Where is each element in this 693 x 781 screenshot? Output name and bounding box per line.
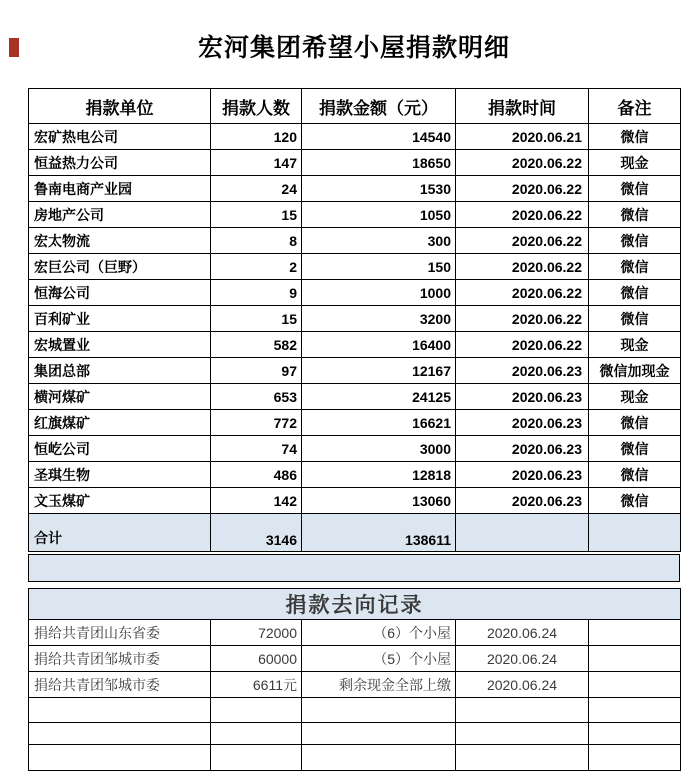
cell-note: 微信 — [589, 202, 681, 228]
total-note-cell — [589, 514, 681, 552]
cell-time: 2020.06.24 — [456, 646, 589, 672]
donation-table — [28, 88, 681, 552]
cell-unit: 捐给共青团山东省委 — [29, 620, 211, 646]
empty-cell — [211, 723, 302, 745]
cell-amount: （6）个小屋 — [302, 620, 456, 646]
table-row — [29, 306, 681, 332]
cell-people: 9 — [211, 280, 302, 306]
cell-unit: 捐给共青团邹城市委 — [29, 672, 211, 698]
cell-people: 15 — [211, 306, 302, 332]
table-row — [29, 358, 681, 384]
cell-amount: 1050 — [302, 202, 456, 228]
cell-people: 15 — [211, 202, 302, 228]
empty-cell — [456, 723, 589, 745]
cell-note: 微信 — [589, 462, 681, 488]
total-amount-cell: 138611 — [302, 514, 456, 552]
cell-note: 微信 — [589, 410, 681, 436]
cell-amount: 3200 — [302, 306, 456, 332]
empty-cell — [211, 698, 302, 723]
cell-people: 8 — [211, 228, 302, 254]
cell-amount: 16400 — [302, 332, 456, 358]
cell-amount: （5）个小屋 — [302, 646, 456, 672]
cell-unit: 房地产公司 — [29, 202, 211, 228]
total-row — [29, 514, 681, 552]
empty-row — [29, 698, 681, 723]
cell-amount: 3000 — [302, 436, 456, 462]
empty-cell — [302, 745, 456, 771]
destination-section-title: 捐款去向记录 — [29, 589, 681, 620]
cell-note: 微信加现金 — [589, 358, 681, 384]
empty-cell — [29, 745, 211, 771]
empty-cell — [302, 698, 456, 723]
empty-cell — [456, 698, 589, 723]
cell-note: 微信 — [589, 124, 681, 150]
total-people-cell: 3146 — [211, 514, 302, 552]
cell-unit: 宏巨公司（巨野） — [29, 254, 211, 280]
header-cell-note: 备注 — [589, 89, 681, 124]
cell-time: 2020.06.22 — [456, 332, 589, 358]
cell-amount: 150 — [302, 254, 456, 280]
table-row — [29, 462, 681, 488]
table-row — [29, 646, 681, 672]
cell-people: 147 — [211, 150, 302, 176]
table-row — [29, 410, 681, 436]
cell-note: 微信 — [589, 254, 681, 280]
table-row — [29, 176, 681, 202]
cell-note: 微信 — [589, 280, 681, 306]
total-label-cell: 合计 — [29, 514, 211, 552]
cell-people: 772 — [211, 410, 302, 436]
cell-unit: 鲁南电商产业园 — [29, 176, 211, 202]
cell-people: 120 — [211, 124, 302, 150]
cell-people: 74 — [211, 436, 302, 462]
cell-unit: 宏太物流 — [29, 228, 211, 254]
cell-time: 2020.06.24 — [456, 620, 589, 646]
table-row — [29, 280, 681, 306]
cell-unit: 百利矿业 — [29, 306, 211, 332]
destination-table — [28, 588, 681, 771]
cell-people: 2 — [211, 254, 302, 280]
cell-time: 2020.06.23 — [456, 436, 589, 462]
cell-unit: 捐给共青团邹城市委 — [29, 646, 211, 672]
cell-people: 142 — [211, 488, 302, 514]
cell-people: 653 — [211, 384, 302, 410]
cell-note: 微信 — [589, 488, 681, 514]
cell-note: 微信 — [589, 228, 681, 254]
cell-time: 2020.06.22 — [456, 150, 589, 176]
cell-people: 582 — [211, 332, 302, 358]
cell-amount: 1530 — [302, 176, 456, 202]
cell-unit: 文玉煤矿 — [29, 488, 211, 514]
cell-note: 微信 — [589, 436, 681, 462]
cell-people: 60000 — [211, 646, 302, 672]
cell-time: 2020.06.22 — [456, 202, 589, 228]
table-row — [29, 384, 681, 410]
page-title: 宏河集团希望小屋捐款明细 — [197, 34, 510, 62]
donation-table-body — [29, 124, 681, 514]
empty-row — [29, 723, 681, 745]
cell-people: 72000 — [211, 620, 302, 646]
cell-unit: 横河煤矿 — [29, 384, 211, 410]
table-row — [29, 488, 681, 514]
empty-cell — [456, 745, 589, 771]
destination-banner-row — [29, 589, 681, 620]
cell-unit: 红旗煤矿 — [29, 410, 211, 436]
empty-highlight-band — [28, 554, 680, 582]
cell-time: 2020.06.22 — [456, 254, 589, 280]
cell-time: 2020.06.23 — [456, 358, 589, 384]
cell-time: 2020.06.23 — [456, 384, 589, 410]
corner-marker — [9, 38, 19, 57]
cell-unit: 恒益热力公司 — [29, 150, 211, 176]
cell-note: 微信 — [589, 306, 681, 332]
table-row — [29, 332, 681, 358]
cell-time: 2020.06.22 — [456, 176, 589, 202]
cell-note: 现金 — [589, 332, 681, 358]
cell-time: 2020.06.23 — [456, 462, 589, 488]
destination-table-body — [29, 620, 681, 698]
cell-unit: 圣琪生物 — [29, 462, 211, 488]
empty-cell — [211, 745, 302, 771]
cell-unit: 恒海公司 — [29, 280, 211, 306]
cell-time: 2020.06.22 — [456, 228, 589, 254]
empty-cell — [29, 698, 211, 723]
cell-unit: 宏矿热电公司 — [29, 124, 211, 150]
header-cell-people: 捐款人数 — [211, 89, 302, 124]
empty-cell — [589, 698, 681, 723]
cell-people: 24 — [211, 176, 302, 202]
cell-unit: 集团总部 — [29, 358, 211, 384]
header-cell-amount: 捐款金额（元） — [302, 89, 456, 124]
cell-amount: 16621 — [302, 410, 456, 436]
header-cell-unit: 捐款单位 — [29, 89, 211, 124]
empty-cell — [29, 723, 211, 745]
cell-note — [589, 646, 681, 672]
cell-people: 486 — [211, 462, 302, 488]
cell-amount: 剩余现金全部上缴 — [302, 672, 456, 698]
cell-amount: 12818 — [302, 462, 456, 488]
empty-row — [29, 745, 681, 771]
table-row — [29, 202, 681, 228]
empty-cell — [302, 723, 456, 745]
total-time-cell — [456, 514, 589, 552]
cell-note — [589, 672, 681, 698]
cell-note: 现金 — [589, 384, 681, 410]
cell-amount: 12167 — [302, 358, 456, 384]
table-row — [29, 436, 681, 462]
cell-time: 2020.06.24 — [456, 672, 589, 698]
cell-time: 2020.06.21 — [456, 124, 589, 150]
header-cell-time: 捐款时间 — [456, 89, 589, 124]
cell-amount: 14540 — [302, 124, 456, 150]
cell-time: 2020.06.23 — [456, 488, 589, 514]
cell-note: 现金 — [589, 150, 681, 176]
table-row — [29, 228, 681, 254]
table-row — [29, 672, 681, 698]
cell-time: 2020.06.22 — [456, 306, 589, 332]
empty-cell — [589, 745, 681, 771]
destination-empty-rows — [29, 698, 681, 771]
table-row — [29, 254, 681, 280]
cell-note — [589, 620, 681, 646]
table-row — [29, 620, 681, 646]
cell-people: 6611元 — [211, 672, 302, 698]
cell-amount: 13060 — [302, 488, 456, 514]
donation-table-header-row — [29, 89, 681, 124]
cell-people: 97 — [211, 358, 302, 384]
cell-note: 微信 — [589, 176, 681, 202]
table-row — [29, 124, 681, 150]
cell-amount: 24125 — [302, 384, 456, 410]
cell-amount: 300 — [302, 228, 456, 254]
cell-unit: 宏城置业 — [29, 332, 211, 358]
cell-time: 2020.06.23 — [456, 410, 589, 436]
cell-unit: 恒屹公司 — [29, 436, 211, 462]
cell-amount: 1000 — [302, 280, 456, 306]
cell-time: 2020.06.22 — [456, 280, 589, 306]
table-row — [29, 150, 681, 176]
cell-amount: 18650 — [302, 150, 456, 176]
empty-cell — [589, 723, 681, 745]
